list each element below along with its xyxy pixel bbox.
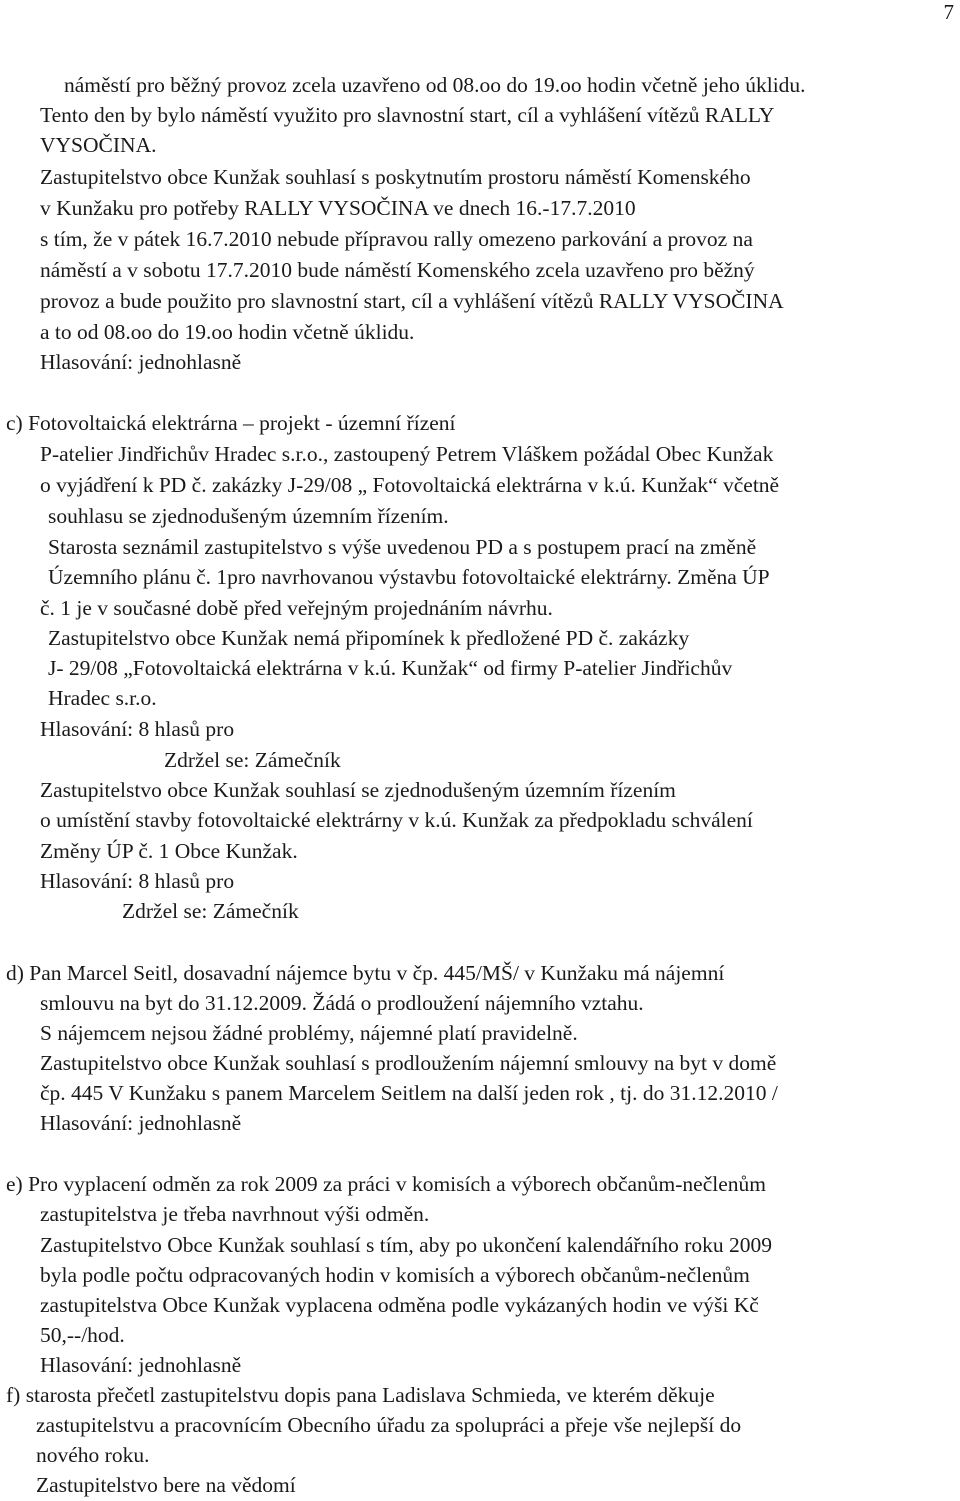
text-line: Tento den by bylo náměstí využito pro slavnostní start, cíl a vyhlášení vítězů RALLY bbox=[40, 103, 775, 127]
section-heading-f: f) starosta přečetl zastupitelstvu dopis pana Ladislava Schmieda, ve kterém děkuje bbox=[6, 1383, 715, 1407]
vote-line: Hlasování: jednohlasně bbox=[40, 1353, 242, 1377]
text-line: zastupitelstva Obce Kunžak vyplacena odměna podle vykázaných hodin ve výši Kč bbox=[40, 1293, 759, 1317]
text-line: zastupitelstvu a pracovnícím Obecního úřadu za spolupráci a přeje vše nejlepší do bbox=[36, 1413, 742, 1437]
text-line: Hradec s.r.o. bbox=[48, 686, 157, 710]
page-number: 7 bbox=[943, 0, 954, 24]
text-line: byla podle počtu odpracovaných hodin v komisích a výborech občanům-nečlenům bbox=[40, 1263, 750, 1287]
text-line: zastupitelstva je třeba navrhnout výši odměn. bbox=[40, 1202, 430, 1226]
text-line: čp. 445 V Kunžaku s panem Marcelem Seitlem na další jeden rok , tj. do 31.12.2010 / bbox=[40, 1081, 778, 1105]
text-line: VYSOČINA. bbox=[40, 133, 157, 157]
abstain-line: Zdržel se: Zámečník bbox=[164, 748, 341, 772]
text-line: J- 29/08 „Fotovoltaická elektrárna v k.ú. Kunžak“ od firmy P-atelier Jindřichův bbox=[48, 656, 733, 680]
text-line: Změny ÚP č. 1 Obce Kunžak. bbox=[40, 839, 298, 863]
text-line: Zastupitelstvo obce Kunžak souhlasí s prodloužením nájemní smlouvy na byt v domě bbox=[40, 1051, 777, 1075]
vote-line: Hlasování: 8 hlasů pro bbox=[40, 869, 235, 893]
text-line: o vyjádření k PD č. zakázky J-29/08 „ Fotovoltaická elektrárna v k.ú. Kunžak“ včetně bbox=[40, 473, 780, 497]
text-line: S nájemcem nejsou žádné problémy, nájemné platí pravidelně. bbox=[40, 1021, 578, 1045]
text-line: souhlasu se zjednodušeným územním řízením. bbox=[48, 504, 449, 528]
text-line: č. 1 je v současné době před veřejným projednáním návrhu. bbox=[40, 596, 553, 620]
text-line: s tím, že v pátek 16.7.2010 nebude přípravou rally omezeno parkování a provoz na bbox=[40, 227, 753, 251]
abstain-line: Zdržel se: Zámečník bbox=[122, 899, 299, 923]
vote-line: Hlasování: jednohlasně bbox=[40, 1111, 242, 1135]
section-heading-e: e) Pro vyplacení odměn za rok 2009 za práci v komisích a výborech občanům-nečlenům bbox=[6, 1172, 766, 1196]
text-line: náměstí a v sobotu 17.7.2010 bude náměstí Komenského zcela uzavřeno pro běžný bbox=[40, 258, 755, 282]
text-line: Zastupitelstvo obce Kunžak nemá připomínek k předložené PD č. zakázky bbox=[48, 626, 690, 650]
text-line: P-atelier Jindřichův Hradec s.r.o., zastoupený Petrem Vláškem požádal Obec Kunžak bbox=[40, 442, 774, 466]
text-line: a to od 08.oo do 19.oo hodin včetně úklidu. bbox=[40, 320, 415, 344]
vote-line: Hlasování: jednohlasně bbox=[40, 350, 242, 374]
text-line: Zastupitelstvo Obce Kunžak souhlasí s tím, aby po ukončení kalendářního roku 2009 bbox=[40, 1233, 773, 1257]
text-line: Zastupitelstvo bere na vědomí bbox=[36, 1473, 296, 1497]
vote-line: Hlasování: 8 hlasů pro bbox=[40, 717, 235, 741]
text-line: 50,--/hod. bbox=[40, 1323, 125, 1347]
text-line: náměstí pro běžný provoz zcela uzavřeno od 08.oo do 19.oo hodin včetně jeho úklidu. bbox=[64, 73, 806, 97]
section-heading-c: c) Fotovoltaická elektrárna – projekt - územní řízení bbox=[6, 411, 456, 435]
text-line: v Kunžaku pro potřeby RALLY VYSOČINA ve dnech 16.-17.7.2010 bbox=[40, 196, 636, 220]
text-line: provoz a bude použito pro slavnostní start, cíl a vyhlášení vítězů RALLY VYSOČINA bbox=[40, 289, 784, 313]
text-line: Starosta seznámil zastupitelstvo s výše uvedenou PD a s postupem prací na změně bbox=[48, 535, 757, 559]
section-heading-d: d) Pan Marcel Seitl, dosavadní nájemce bytu v čp. 445/MŠ/ v Kunžaku má nájemní bbox=[6, 961, 725, 985]
text-line: smlouvu na byt do 31.12.2009. Žádá o prodloužení nájemního vztahu. bbox=[40, 991, 644, 1015]
text-line: Zastupitelstvo obce Kunžak souhlasí se zjednodušeným územním řízením bbox=[40, 778, 676, 802]
text-line: nového roku. bbox=[36, 1443, 150, 1467]
text-line: o umístění stavby fotovoltaické elektrárny v k.ú. Kunžak za předpokladu schválení bbox=[40, 808, 753, 832]
text-line: Územního plánu č. 1pro navrhovanou výstavbu fotovoltaické elektrárny. Změna ÚP bbox=[48, 565, 770, 589]
text-line: Zastupitelstvo obce Kunžak souhlasí s poskytnutím prostoru náměstí Komenského bbox=[40, 165, 751, 189]
